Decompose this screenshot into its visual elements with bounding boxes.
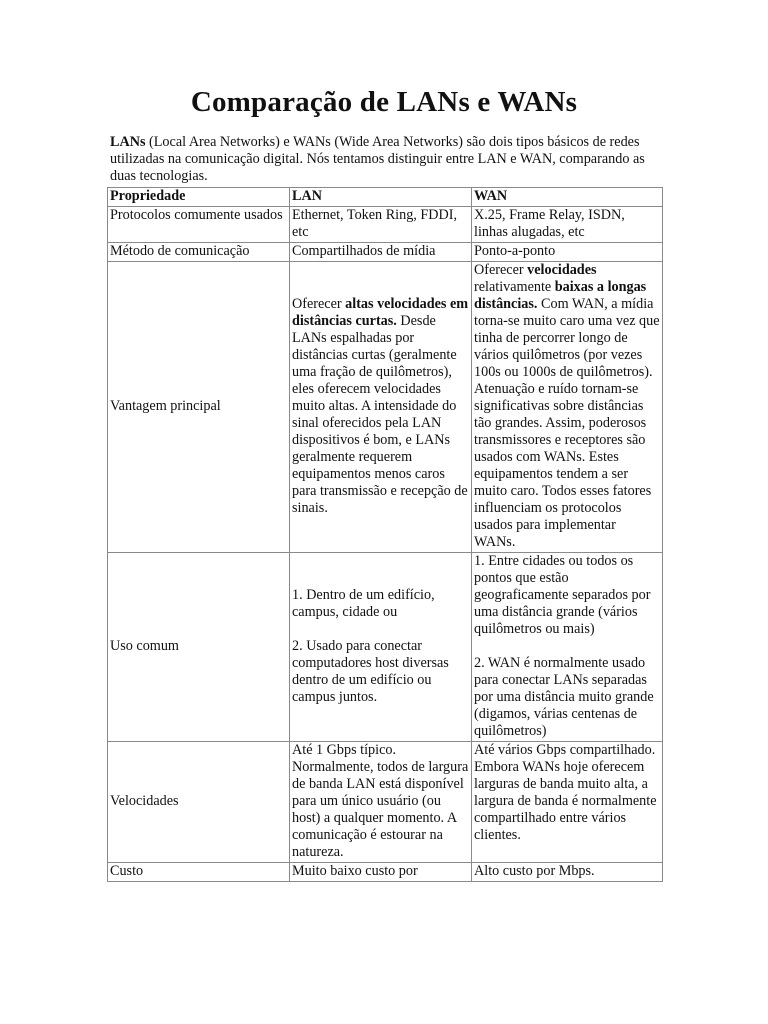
lan-uso-item-1: 1. Dentro de um edifício, campus, cidade ou xyxy=(292,587,435,620)
intro-text: (Local Area Networks) e WANs (Wide Area Networks) são dois tipos básicos de redes utilizadas na comunicação digital. Nós tentamos distinguir entre LAN e WAN, comparando as duas tecnologias. xyxy=(110,134,645,184)
table-row xyxy=(108,243,663,262)
table-row xyxy=(108,553,663,742)
wan-vantagem-bold1: velocidades xyxy=(527,262,597,278)
cell-lan-protocolos: Ethernet, Token Ring, FDDI, etc xyxy=(290,207,472,243)
lan-vantagem-pre: Oferecer xyxy=(292,296,346,312)
cell-wan-metodo: Ponto-a-ponto xyxy=(472,243,663,262)
table-row xyxy=(108,742,663,863)
cell-prop-metodo: Método de comunicação xyxy=(108,243,290,262)
cell-prop-uso: Uso comum xyxy=(108,553,290,742)
wan-vantagem-bold2: baixas a longas distâncias. xyxy=(474,279,647,312)
wan-vantagem-pre: Oferecer xyxy=(474,262,528,278)
wan-vantagem-mid: relativamente xyxy=(474,279,555,295)
intro-paragraph xyxy=(110,134,655,185)
table-row xyxy=(108,207,663,243)
cell-prop-protocolos: Protocolos comumente usados xyxy=(108,207,290,243)
header-wan: WAN xyxy=(472,188,663,207)
intro-term: LANs xyxy=(110,134,146,150)
cell-wan-protocolos: X.25, Frame Relay, ISDN, linhas alugadas, etc xyxy=(472,207,663,243)
wan-vantagem-post: Com WAN, a mídia torna-se muito caro uma vez que tinha de percorrer longo de vários quilômetros (por vezes 100s ou 1000s de quilômetros). Atenuação e ruído tornam-se significativas sobre distâncias tão grandes. Assim, poderosos transmissores e receptores são usados com WANs. Estes equipamentos tendem a ser muito caro. Todos esses fatores influenciam os protocolos usados para implementar WANs. xyxy=(474,296,660,550)
header-lan: LAN xyxy=(290,188,472,207)
cell-lan-vantagem xyxy=(290,262,472,553)
table-row xyxy=(108,863,663,882)
cell-prop-custo: Custo xyxy=(108,863,290,882)
cell-wan-uso xyxy=(472,553,663,742)
wan-uso-item-1: 1. Entre cidades ou todos os pontos que estão geograficamente separados por uma distância grande (vários quilômetros ou mais) xyxy=(474,553,651,637)
lan-uso-item-2: 2. Usado para conectar computadores host diversas dentro de um edifício ou campus juntos. xyxy=(292,638,449,705)
table-row xyxy=(108,262,663,553)
comparison-table xyxy=(107,187,663,882)
cell-wan-vantagem xyxy=(472,262,663,553)
cell-prop-vantagem: Vantagem principal xyxy=(108,262,290,553)
cell-wan-velocidades: Até vários Gbps compartilhado. Embora WANs hoje oferecem larguras de banda muito alta, a largura de banda é normalmente compartilhado entre vários clientes. xyxy=(472,742,663,863)
cell-lan-custo: Muito baixo custo por xyxy=(290,863,472,882)
wan-uso-item-2: 2. WAN é normalmente usado para conectar LANs separadas por uma distância muito grande (digamos, várias centenas de quilômetros) xyxy=(474,655,654,739)
cell-lan-metodo: Compartilhados de mídia xyxy=(290,243,472,262)
lan-vantagem-post: Desde LANs espalhadas por distâncias curtas (geralmente uma fração de quilômetros), eles oferecem velocidades muito altas. A intensidade do sinal oferecidos pela LAN dispositivos é bom, e LANs geralmente requerem equipamentos menos caros para transmissão e recepção de sinais. xyxy=(292,313,468,516)
cell-prop-velocidades: Velocidades xyxy=(108,742,290,863)
page-title: Comparação de LANs e WANs xyxy=(190,86,578,118)
table-header-row xyxy=(108,188,663,207)
cell-wan-custo: Alto custo por Mbps. xyxy=(472,863,663,882)
header-propriedade: Propriedade xyxy=(108,188,290,207)
cell-lan-velocidades: Até 1 Gbps típico. Normalmente, todos de largura de banda LAN está disponível para um único usuário (ou host) a qualquer momento. A comunicação é estourar na natureza. xyxy=(290,742,472,863)
cell-lan-uso xyxy=(290,553,472,742)
lan-vantagem-bold: altas velocidades em distâncias curtas. xyxy=(292,296,469,329)
